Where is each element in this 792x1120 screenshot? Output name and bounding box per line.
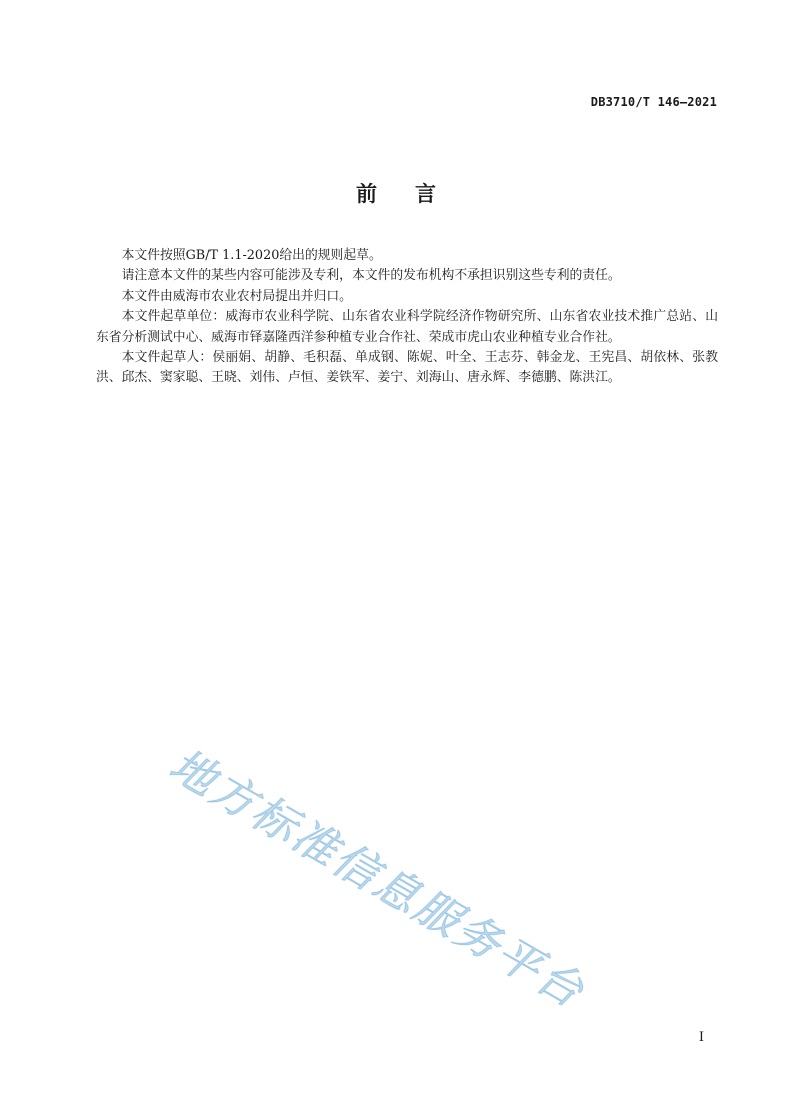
- page-number: I: [698, 1030, 704, 1045]
- paragraph-patent-notice: 请注意本文件的某些内容可能涉及专利，本文件的发布机构不承担识别这些专利的责任。: [121, 268, 621, 284]
- foreword-body: [96, 246, 718, 389]
- paragraph-drafting-units: 本文件起草单位：威海市农业科学院、山东省农业科学院经济作物研究所、山东省农业技术推广总站、山东省分析测试中心、威海市铎嘉隆西洋参种植专业合作社、荣成市虎山农业种植专业合作社。: [96, 309, 718, 345]
- document-code: DB3710/T 146—2021: [590, 95, 717, 109]
- page-title: 前言: [356, 182, 474, 206]
- watermark: 地方标准信息服务平台: [161, 739, 594, 1019]
- paragraph-drafting-rules: 本文件按照GB/T 1.1-2020给出的规则起草。: [121, 248, 382, 263]
- paragraph-proposer: 本文件由威海市农业农村局提出并归口。: [121, 288, 352, 304]
- paragraph-drafters: 本文件起草人：侯丽娟、胡静、毛积磊、单成钢、陈妮、叶全、王志芬、韩金龙、王宪昌、胡依林、张教洪、邱杰、窦家聪、王晓、刘伟、卢恒、姜铁军、姜宁、刘海山、唐永辉、李德鹏、陈洪江。: [96, 350, 718, 386]
